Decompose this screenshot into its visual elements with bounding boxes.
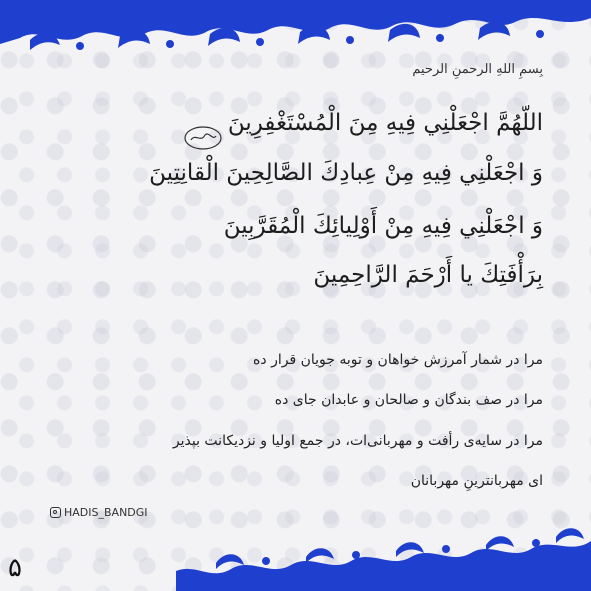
persian-line-3: مرا در سایه‌ی رأفت و مهربانی‌ات، در جمع اولیا و نزدیکانت بپذیر [172, 433, 543, 449]
arabic-line-3: وَ اجْعَلْنِي فِيهِ مِنْ أَوْلِيائِكَ الْمُقَرَّبِينَ [223, 213, 543, 239]
persian-line-2: مرا در صف بندگان و صالحان و عابدان جای ده [274, 392, 543, 408]
persian-line-4: ای مهربانترینِ مهربانان [410, 473, 543, 489]
instagram-handle[interactable] [50, 506, 148, 519]
persian-line-1: مرا در شمار آمرزش خواهان و توبه جویان قرار ده [253, 352, 543, 368]
arabic-line-2: وَ اجْعَلْنِي فِيهِ مِنْ عِبادِكَ الصَّالِحِينَ الْقانِتِينَ [149, 160, 543, 186]
top-floral-ornament [0, 0, 591, 60]
basmala-heading: بِسمِ اللهِ الرحمنِ الرحیم [412, 62, 543, 77]
instagram-icon [50, 507, 61, 518]
page-number: ۵ [8, 553, 22, 583]
bottom-floral-ornament [176, 511, 591, 591]
handle-text: HADIS_BANDGI [64, 506, 148, 519]
arabic-line-4: بِرَأْفَتِكَ يا أَرْحَمَ الرَّاحِمِينَ [313, 262, 543, 288]
arabic-line-1: اللّهُمَّ اجْعَلْنِي فِيهِ مِنَ الْمُسْتَغْفِرِينَ [227, 110, 543, 136]
calligraphy-seal-icon [183, 125, 223, 151]
